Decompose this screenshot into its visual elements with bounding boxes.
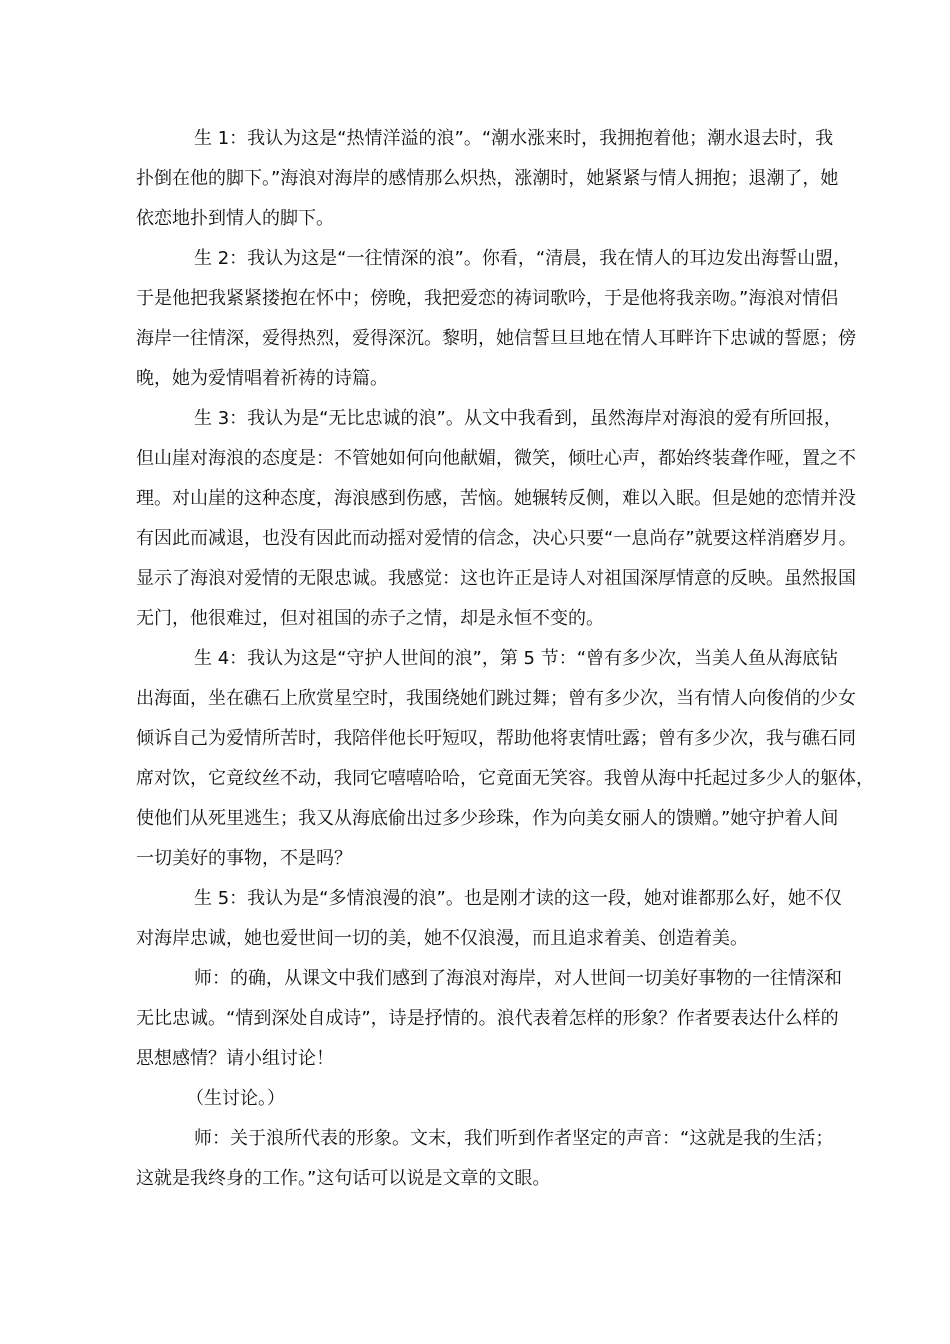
- text-line: 对海岸忠诚，她也爱世间一切的美，她不仅浪漫，而且追求着美、创造着美。: [136, 928, 748, 949]
- text-line: 出海面，坐在礁石上欣赏星空时，我围绕她们跳过舞；曾有多少次，当有情人向俊俏的少女: [136, 688, 856, 709]
- text-line: 理。对山崖的这种态度，海浪感到伤感，苦恼。她辗转反侧，难以入眠。但是她的恋情并没: [136, 488, 856, 509]
- text-line: 扑倒在他的脚下。”海浪对海岸的感情那么炽热，涨潮时，她紧紧与情人拥抱；退潮了，她: [136, 168, 839, 189]
- text-line: 海岸一往情深，爱得热烈，爱得深沉。黎明，她信誓旦旦地在情人耳畔许下忠诚的誓愿；傍: [136, 328, 856, 349]
- text-line: 无门，他很难过，但对祖国的赤子之情，却是永恒不变的。: [136, 608, 604, 629]
- text-line: 晚，她为爱情唱着祈祷的诗篇。: [136, 368, 388, 389]
- text-line: 席对饮，它竟纹丝不动，我同它嘻嘻哈哈，它竟面无笑容。我曾从海中托起过多少人的躯体，: [136, 768, 874, 789]
- text-line: 师：的确，从课文中我们感到了海浪对海岸，对人世间一切美好事物的一往情深和: [194, 968, 842, 989]
- text-line: 无比忠诚。“情到深处自成诗”，诗是抒情的。浪代表着怎样的形象？作者要表达什么样的: [136, 1008, 839, 1029]
- text-line: 这就是我终身的工作。”这句话可以说是文章的文眼。: [136, 1168, 551, 1189]
- text-line: 倾诉自己为爱情所苦时，我陪伴他长吁短叹，帮助他将衷情吐露；曾有多少次，我与礁石同: [136, 728, 856, 749]
- text-line: 生 5：我认为是“多情浪漫的浪”。也是刚才读的这一段，她对谁都那么好，她不仅: [194, 888, 842, 909]
- text-line: 一切美好的事物，不是吗？: [136, 848, 352, 869]
- text-line: 于是他把我紧紧搂抱在怀中；傍晚，我把爱恋的祷词歌吟，于是他将我亲吻。”海浪对情侣: [136, 288, 839, 309]
- text-line: 但山崖对海浪的态度是：不管她如何向他献媚，微笑，倾吐心声，都始终装聋作哑，置之不: [136, 448, 856, 469]
- text-line: 生 2：我认为这是“一往情深的浪”。你看，“清晨，我在情人的耳边发出海誓山盟，: [194, 248, 852, 269]
- text-line: 显示了海浪对爱情的无限忠诚。我感觉：这也许正是诗人对祖国深厚情意的反映。虽然报国: [136, 568, 856, 589]
- text-line: 思想感情？请小组讨论！: [136, 1048, 334, 1069]
- text-line: 生 4：我认为这是“守护人世间的浪”，第 5 节：“曾有多少次，当美人鱼从海底钻: [194, 648, 839, 669]
- text-line: 使他们从死里逃生；我又从海底偷出过多少珍珠，作为向美女丽人的馈赠。”她守护着人间: [136, 808, 839, 829]
- text-line: 师：关于浪所代表的形象。文末，我们听到作者坚定的声音：“这就是我的生活；: [194, 1128, 834, 1149]
- text-line: 依恋地扑到情人的脚下。: [136, 208, 334, 229]
- text-line: 生 1：我认为这是“热情洋溢的浪”。“潮水涨来时，我拥抱着他；潮水退去时，我: [194, 128, 834, 149]
- text-line: 生 3：我认为是“无比忠诚的浪”。从文中我看到，虽然海岸对海浪的爱有所回报，: [194, 408, 842, 429]
- text-line: （生讨论。）: [186, 1088, 285, 1109]
- text-line: 有因此而减退，也没有因此而动摇对爱情的信念，决心只要“一息尚存”就要这样消磨岁月。: [136, 528, 857, 549]
